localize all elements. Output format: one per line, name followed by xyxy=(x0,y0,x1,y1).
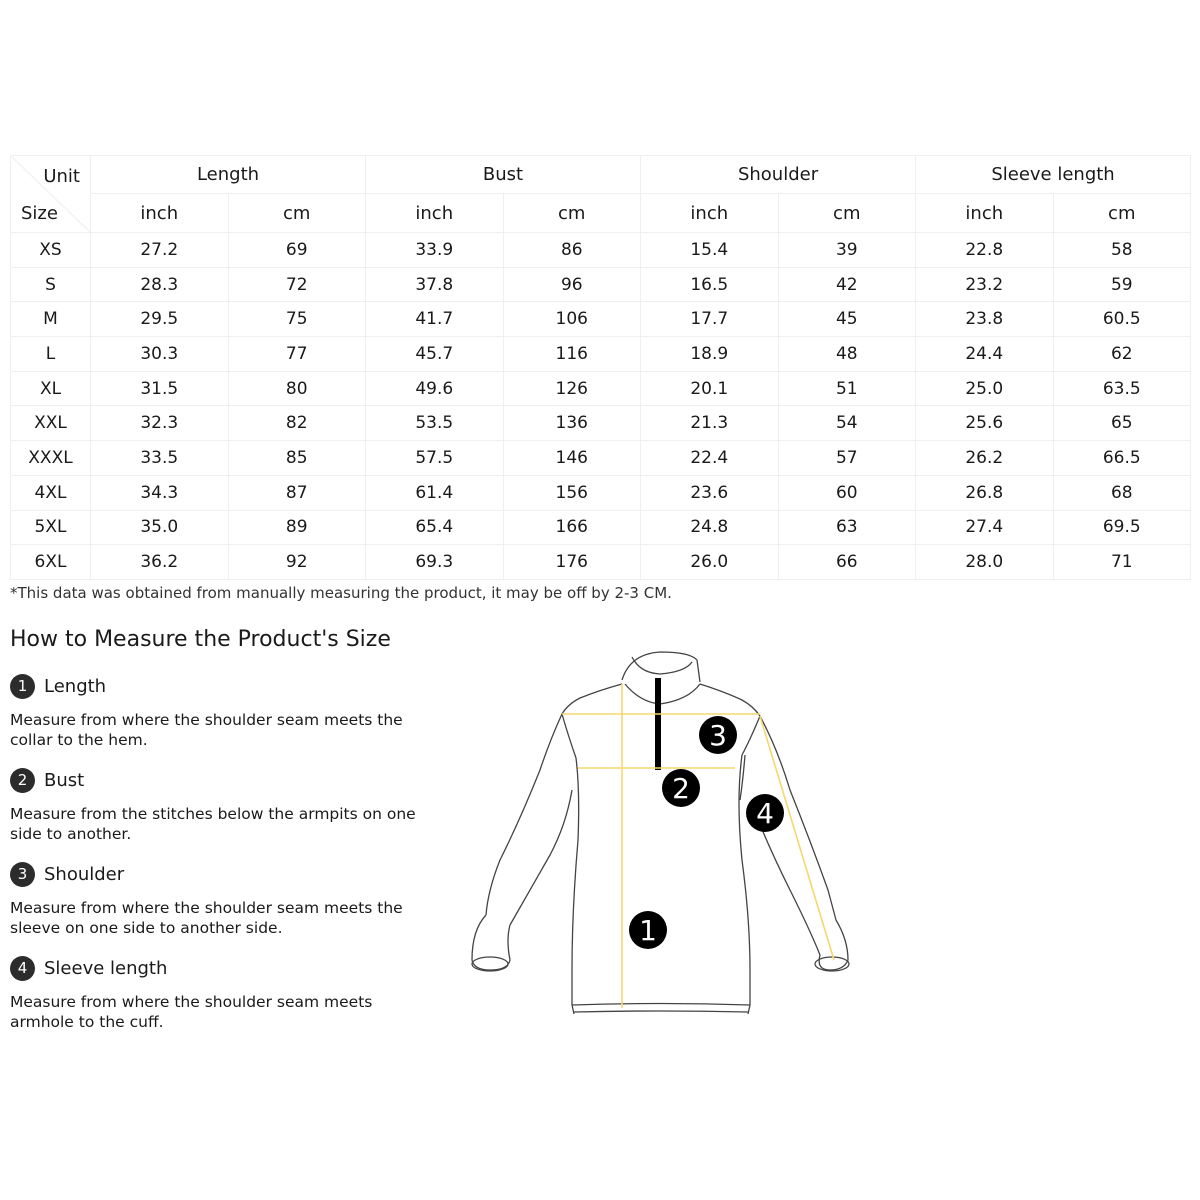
measurement-cell: 136 xyxy=(503,406,641,441)
size-cell: 5XL xyxy=(11,510,91,545)
size-cell: XXXL xyxy=(11,441,91,476)
measurement-cell: 27.4 xyxy=(916,510,1054,545)
measurement-cell: 23.8 xyxy=(916,302,1054,337)
guide-item-bust xyxy=(10,766,430,860)
measurement-cell: 82 xyxy=(228,406,366,441)
measurement-cell: 65.4 xyxy=(366,510,504,545)
measurement-cell: 33.9 xyxy=(366,233,504,268)
measurement-cell: 89 xyxy=(228,510,366,545)
measurement-cell: 20.1 xyxy=(641,371,779,406)
measurement-cell: 33.5 xyxy=(91,441,229,476)
measurement-cell: 45.7 xyxy=(366,337,504,372)
unit-header: inch xyxy=(366,194,504,233)
guide-list xyxy=(10,672,430,1048)
table-row xyxy=(11,475,1191,510)
measurement-cell: 41.7 xyxy=(366,302,504,337)
marker-4-icon xyxy=(746,794,784,832)
unit-header: cm xyxy=(778,194,916,233)
measurement-cell: 68 xyxy=(1053,475,1191,510)
measurement-cell: 54 xyxy=(778,406,916,441)
measurement-cell: 77 xyxy=(228,337,366,372)
measurement-cell: 72 xyxy=(228,267,366,302)
measurement-note: *This data was obtained from manually measuring the product, it may be off by 2-3 CM. xyxy=(10,584,672,602)
measurement-cell: 66.5 xyxy=(1053,441,1191,476)
size-cell: M xyxy=(11,302,91,337)
measurement-cell: 31.5 xyxy=(91,371,229,406)
header-row-units xyxy=(11,194,1191,233)
measurement-cell: 66 xyxy=(778,545,916,580)
measurement-cell: 126 xyxy=(503,371,641,406)
measurement-cell: 61.4 xyxy=(366,475,504,510)
guide-item-name: Bust xyxy=(44,769,85,791)
measurement-cell: 34.3 xyxy=(91,475,229,510)
group-header-length: Length xyxy=(91,156,366,194)
number-badge-icon: 2 xyxy=(10,768,35,793)
measurement-cell: 37.8 xyxy=(366,267,504,302)
measurement-cell: 69 xyxy=(228,233,366,268)
measurement-cell: 58 xyxy=(1053,233,1191,268)
measurement-cell: 116 xyxy=(503,337,641,372)
unit-header: cm xyxy=(503,194,641,233)
measurement-cell: 53.5 xyxy=(366,406,504,441)
group-header-shoulder: Shoulder xyxy=(641,156,916,194)
measurement-cell: 87 xyxy=(228,475,366,510)
guide-item-length xyxy=(10,672,430,766)
measurement-cell: 96 xyxy=(503,267,641,302)
measurement-cell: 24.8 xyxy=(641,510,779,545)
measurement-cell: 15.4 xyxy=(641,233,779,268)
marker-1-icon xyxy=(629,911,667,949)
size-cell: S xyxy=(11,267,91,302)
measurement-cell: 176 xyxy=(503,545,641,580)
measurement-cell: 75 xyxy=(228,302,366,337)
marker-3-icon xyxy=(699,716,737,754)
zipper-icon xyxy=(655,678,661,770)
marker-2-icon xyxy=(662,769,700,807)
measurement-cell: 27.2 xyxy=(91,233,229,268)
measurement-cell: 60.5 xyxy=(1053,302,1191,337)
measurement-cell: 166 xyxy=(503,510,641,545)
size-cell: L xyxy=(11,337,91,372)
table-row xyxy=(11,233,1191,268)
measurement-cell: 57 xyxy=(778,441,916,476)
sweatshirt-outline-icon xyxy=(460,640,860,1030)
unit-header: cm xyxy=(228,194,366,233)
measurement-cell: 69.5 xyxy=(1053,510,1191,545)
measurement-cell: 22.8 xyxy=(916,233,1054,268)
table-row xyxy=(11,406,1191,441)
corner-cell xyxy=(11,156,91,233)
guide-item-shoulder xyxy=(10,860,430,954)
table-row xyxy=(11,441,1191,476)
measurement-cell: 30.3 xyxy=(91,337,229,372)
unit-header: cm xyxy=(1053,194,1191,233)
unit-header: inch xyxy=(641,194,779,233)
size-cell: 4XL xyxy=(11,475,91,510)
measurement-cell: 65 xyxy=(1053,406,1191,441)
size-chart-table xyxy=(10,155,1191,580)
size-cell: XL xyxy=(11,371,91,406)
guide-item-name: Sleeve length xyxy=(44,957,168,979)
measurement-cell: 85 xyxy=(228,441,366,476)
table-body xyxy=(11,233,1191,580)
measurement-cell: 62 xyxy=(1053,337,1191,372)
measurement-cell: 48 xyxy=(778,337,916,372)
table-row xyxy=(11,371,1191,406)
measurement-cell: 63.5 xyxy=(1053,371,1191,406)
measurement-cell: 80 xyxy=(228,371,366,406)
measurement-cell: 32.3 xyxy=(91,406,229,441)
guide-item-name: Shoulder xyxy=(44,863,125,885)
unit-label: Unit xyxy=(43,166,80,187)
measurement-cell: 22.4 xyxy=(641,441,779,476)
size-cell: XXL xyxy=(11,406,91,441)
measurement-cell: 39 xyxy=(778,233,916,268)
measurement-cell: 57.5 xyxy=(366,441,504,476)
guide-item-description: Measure from where the shoulder seam meets the collar to the hem. xyxy=(10,711,403,749)
size-cell: XS xyxy=(11,233,91,268)
measurement-cell: 23.2 xyxy=(916,267,1054,302)
svg-text:4: 4 xyxy=(756,797,774,830)
guide-item-description: Measure from where the shoulder seam meets the sleeve on one side to another side. xyxy=(10,899,403,937)
measurement-cell: 18.9 xyxy=(641,337,779,372)
measurement-cell: 17.7 xyxy=(641,302,779,337)
measurement-cell: 71 xyxy=(1053,545,1191,580)
unit-header: inch xyxy=(916,194,1054,233)
group-header-sleeve-length: Sleeve length xyxy=(916,156,1191,194)
unit-header: inch xyxy=(91,194,229,233)
measurement-cell: 28.0 xyxy=(916,545,1054,580)
measurement-cell: 63 xyxy=(778,510,916,545)
measurement-cell: 106 xyxy=(503,302,641,337)
measurement-cell: 146 xyxy=(503,441,641,476)
number-badge-icon: 4 xyxy=(10,956,35,981)
measurement-cell: 16.5 xyxy=(641,267,779,302)
measurement-cell: 25.6 xyxy=(916,406,1054,441)
measurement-cell: 35.0 xyxy=(91,510,229,545)
measurement-cell: 59 xyxy=(1053,267,1191,302)
measurement-cell: 28.3 xyxy=(91,267,229,302)
guide-item-description: Measure from the stitches below the armpits on one side to another. xyxy=(10,805,416,843)
header-row-groups xyxy=(11,156,1191,194)
svg-text:3: 3 xyxy=(709,719,727,752)
size-cell: 6XL xyxy=(11,545,91,580)
table-row xyxy=(11,510,1191,545)
guide-item-sleeve-length xyxy=(10,954,430,1048)
measurement-cell: 92 xyxy=(228,545,366,580)
measurement-cell: 156 xyxy=(503,475,641,510)
measurement-cell: 29.5 xyxy=(91,302,229,337)
measurement-cell: 51 xyxy=(778,371,916,406)
measurement-cell: 23.6 xyxy=(641,475,779,510)
measurement-cell: 26.8 xyxy=(916,475,1054,510)
group-header-bust: Bust xyxy=(366,156,641,194)
table-row xyxy=(11,267,1191,302)
svg-text:2: 2 xyxy=(672,772,690,805)
size-label: Size xyxy=(21,203,58,224)
guide-item-description: Measure from where the shoulder seam meets armhole to the cuff. xyxy=(10,993,373,1031)
number-badge-icon: 3 xyxy=(10,862,35,887)
svg-text:1: 1 xyxy=(639,914,657,947)
table-row xyxy=(11,545,1191,580)
measurement-cell: 60 xyxy=(778,475,916,510)
number-badge-icon: 1 xyxy=(10,674,35,699)
measurement-cell: 45 xyxy=(778,302,916,337)
measurement-cell: 25.0 xyxy=(916,371,1054,406)
measurement-cell: 26.2 xyxy=(916,441,1054,476)
measurement-cell: 26.0 xyxy=(641,545,779,580)
table-row xyxy=(11,302,1191,337)
garment-diagram xyxy=(460,640,860,1030)
guide-title: How to Measure the Product's Size xyxy=(10,627,391,652)
measurement-cell: 24.4 xyxy=(916,337,1054,372)
measurement-cell: 69.3 xyxy=(366,545,504,580)
table-row xyxy=(11,337,1191,372)
measurement-cell: 36.2 xyxy=(91,545,229,580)
measurement-cell: 42 xyxy=(778,267,916,302)
measurement-cell: 49.6 xyxy=(366,371,504,406)
guide-item-name: Length xyxy=(44,675,107,697)
measurement-cell: 86 xyxy=(503,233,641,268)
measurement-cell: 21.3 xyxy=(641,406,779,441)
